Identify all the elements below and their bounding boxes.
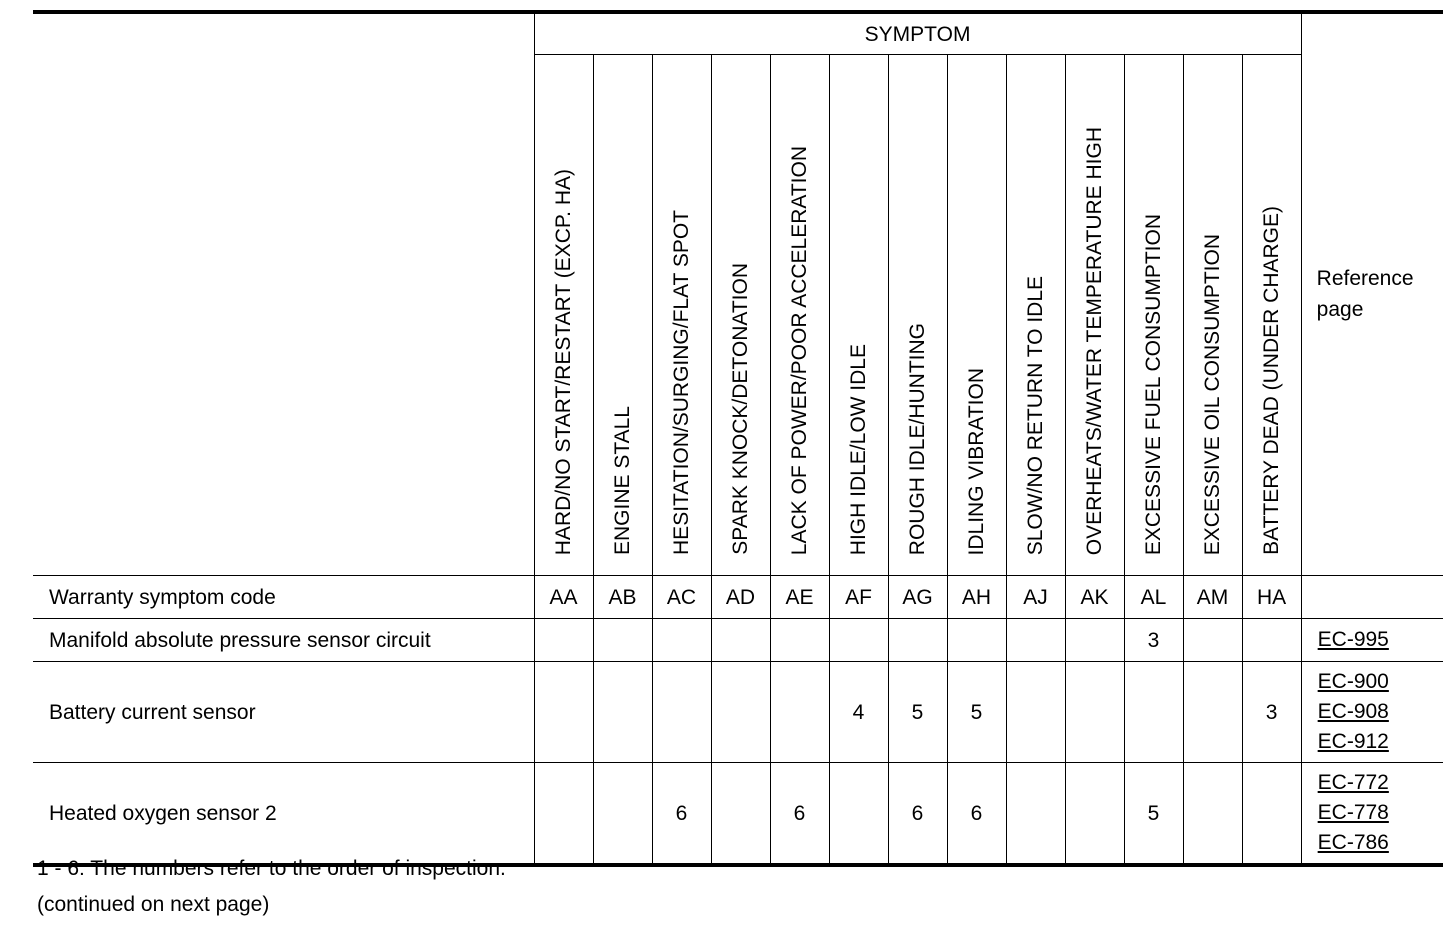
symptom-column-header — [1065, 55, 1124, 576]
warranty-code-label: Warranty symptom code — [33, 576, 534, 619]
symptom-name: LACK OF POWER/POOR ACCELERATION — [788, 145, 811, 555]
warranty-code-cell: AL — [1124, 576, 1183, 619]
inspection-order-cell — [711, 662, 770, 763]
symptom-column-header — [1006, 55, 1065, 576]
inspection-order-cell — [888, 619, 947, 662]
symptom-column-header — [947, 55, 1006, 576]
warranty-code-cell: HA — [1242, 576, 1301, 619]
warranty-code-cell: AD — [711, 576, 770, 619]
inspection-order-cell — [829, 763, 888, 866]
reference-cell — [1301, 662, 1443, 763]
warranty-code-cell: AA — [534, 576, 593, 619]
inspection-order-cell — [829, 619, 888, 662]
symptom-column-header — [1124, 55, 1183, 576]
inspection-order-cell — [652, 619, 711, 662]
symptom-column-header — [770, 55, 829, 576]
inspection-order-cell: 4 — [829, 662, 888, 763]
symptom-name: SPARK KNOCK/DETONATION — [729, 263, 752, 555]
warranty-code-cell: AK — [1065, 576, 1124, 619]
inspection-order-cell — [593, 763, 652, 866]
symptom-column-header — [888, 55, 947, 576]
footnote: 1 - 6: The numbers refer to the order of inspection. — [37, 857, 506, 880]
symptom-column-header — [593, 55, 652, 576]
reference-link[interactable]: EC-786 — [1317, 830, 1389, 854]
symptom-column-header — [1242, 55, 1301, 576]
symptom-name: ENGINE STALL — [611, 406, 634, 555]
inspection-order-cell — [1183, 619, 1242, 662]
symptom-name: BATTERY DEAD (UNDER CHARGE) — [1260, 206, 1284, 555]
inspection-order-cell — [1065, 619, 1124, 662]
inspection-order-cell — [1065, 763, 1124, 866]
inspection-order-cell: 5 — [947, 662, 1006, 763]
warranty-code-cell: AJ — [1006, 576, 1065, 619]
inspection-order-cell: 5 — [1124, 763, 1183, 866]
inspection-order-cell — [593, 662, 652, 763]
symptom-name: EXCESSIVE OIL CONSUMPTION — [1201, 233, 1224, 555]
inspection-order-cell — [1242, 619, 1301, 662]
table-row — [33, 763, 1443, 866]
symptom-header: SYMPTOM — [534, 12, 1301, 55]
symptom-column-header — [711, 55, 770, 576]
warranty-code-cell: AG — [888, 576, 947, 619]
inspection-order-cell: 6 — [947, 763, 1006, 866]
inspection-order-cell — [534, 763, 593, 866]
symptom-name: HIGH IDLE/LOW IDLE — [847, 343, 870, 555]
warranty-code-cell: AH — [947, 576, 1006, 619]
reference-link[interactable]: EC-912 — [1317, 729, 1389, 753]
reference-link[interactable]: EC-778 — [1317, 801, 1389, 825]
warranty-code-cell: AE — [770, 576, 829, 619]
reference-link[interactable]: EC-995 — [1317, 628, 1389, 652]
inspection-order-cell: 3 — [1124, 619, 1183, 662]
reference-page-header: Reference page — [1301, 12, 1443, 576]
row-label: Battery current sensor — [33, 662, 534, 763]
table-row — [33, 619, 1443, 662]
inspection-order-cell — [652, 662, 711, 763]
reference-link[interactable]: EC-900 — [1317, 670, 1389, 694]
reference-link[interactable]: EC-772 — [1317, 771, 1389, 795]
warranty-code-row — [33, 576, 1443, 619]
inspection-order-cell — [1065, 662, 1124, 763]
symptom-name: SLOW/NO RETURN TO IDLE — [1024, 275, 1047, 555]
corner-cell — [33, 12, 534, 576]
symptom-name: HESITATION/SURGING/FLAT SPOT — [670, 210, 693, 555]
symptom-table — [33, 10, 1443, 867]
inspection-order-cell — [593, 619, 652, 662]
inspection-order-cell — [711, 763, 770, 866]
inspection-order-cell: 6 — [888, 763, 947, 866]
symptom-column-header — [652, 55, 711, 576]
reference-cell — [1301, 763, 1443, 866]
symptom-column-header — [1183, 55, 1242, 576]
warranty-code-cell: AB — [593, 576, 652, 619]
row-label: Manifold absolute pressure sensor circuit — [33, 619, 534, 662]
inspection-order-cell — [1242, 763, 1301, 866]
reference-blank-cell — [1301, 576, 1443, 619]
inspection-order-cell — [534, 662, 593, 763]
header-row-symptom — [33, 12, 1443, 55]
symptom-column-header — [829, 55, 888, 576]
warranty-code-cell: AF — [829, 576, 888, 619]
continued-note: (continued on next page) — [37, 893, 270, 916]
table-row — [33, 662, 1443, 763]
inspection-order-cell: 6 — [652, 763, 711, 866]
inspection-order-cell — [1124, 662, 1183, 763]
reference-link[interactable]: EC-908 — [1317, 700, 1389, 724]
inspection-order-cell — [1183, 763, 1242, 866]
reference-cell — [1301, 619, 1443, 662]
symptom-column-header — [534, 55, 593, 576]
inspection-order-cell: 6 — [770, 763, 829, 866]
inspection-order-cell — [711, 619, 770, 662]
inspection-order-cell — [770, 619, 829, 662]
inspection-order-cell — [770, 662, 829, 763]
warranty-code-cell: AC — [652, 576, 711, 619]
inspection-order-cell: 3 — [1242, 662, 1301, 763]
symptom-name: EXCESSIVE FUEL CONSUMPTION — [1142, 213, 1165, 555]
inspection-order-cell — [1006, 662, 1065, 763]
inspection-order-cell: 5 — [888, 662, 947, 763]
warranty-code-cell: AM — [1183, 576, 1242, 619]
table-body — [33, 619, 1443, 866]
inspection-order-cell — [947, 619, 1006, 662]
inspection-order-cell — [534, 619, 593, 662]
symptom-name: IDLING VIBRATION — [965, 367, 988, 555]
inspection-order-cell — [1183, 662, 1242, 763]
symptom-name: OVERHEATS/WATER TEMPERATURE HIGH — [1083, 126, 1106, 555]
inspection-order-cell — [1006, 763, 1065, 866]
symptom-name: ROUGH IDLE/HUNTING — [906, 322, 929, 555]
row-label: Heated oxygen sensor 2 — [33, 763, 534, 866]
inspection-order-cell — [1006, 619, 1065, 662]
symptom-name: HARD/NO START/RESTART (EXCP. HA) — [552, 168, 575, 555]
